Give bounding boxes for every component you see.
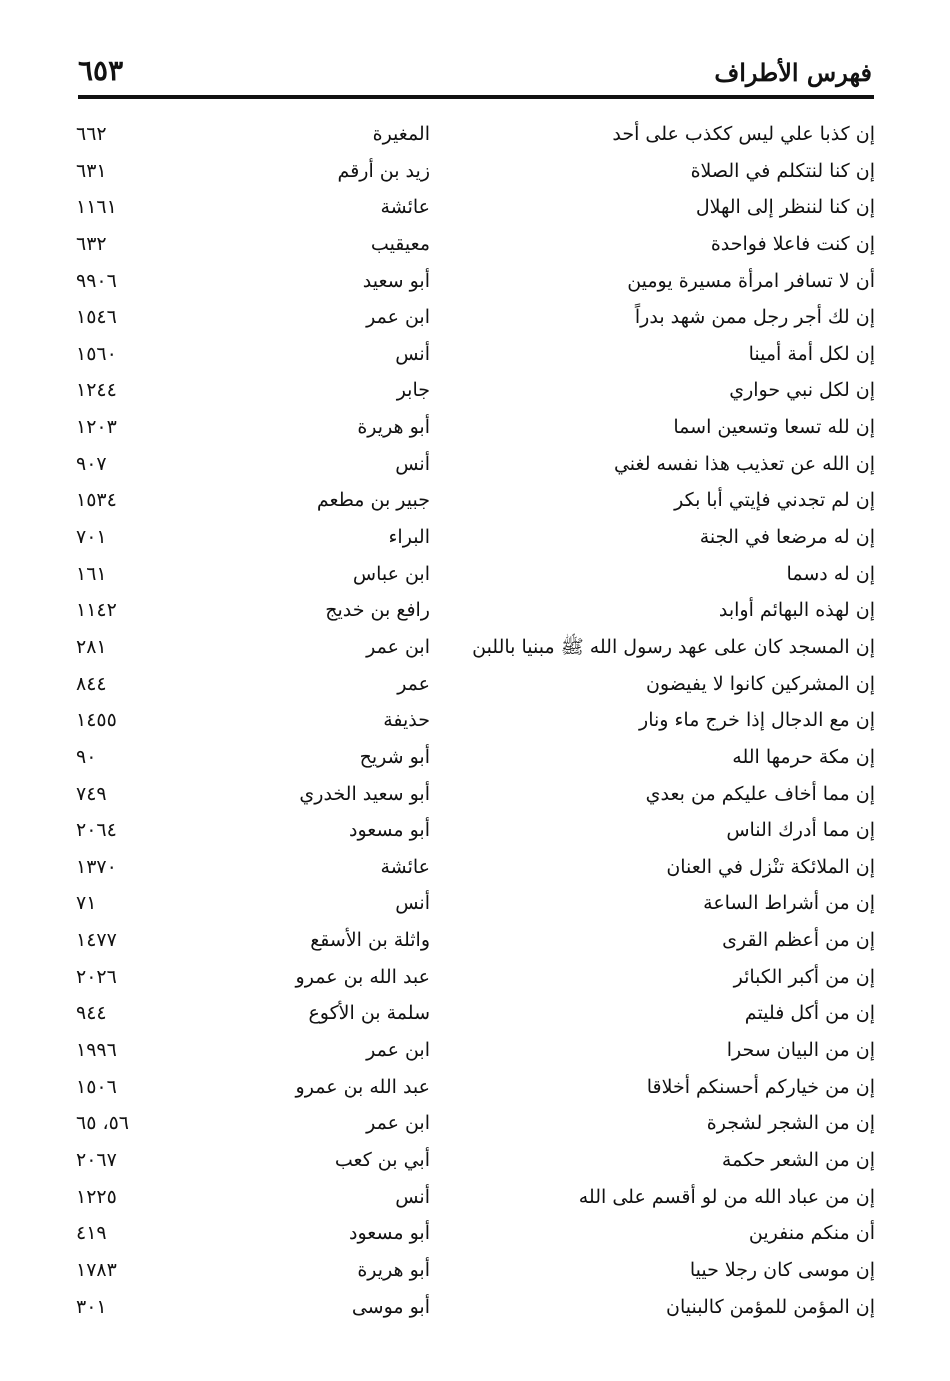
narrator-name: معيقيب xyxy=(370,232,430,255)
index-row xyxy=(0,519,950,556)
hadith-text: إن من الشعر حكمة xyxy=(721,1148,875,1171)
hadith-text: إن لم تجدني فإيتي أبا بكر xyxy=(674,489,875,512)
hadith-text: إن المشركين كانوا لا يفيضون xyxy=(645,672,875,695)
reference-number: ٥٦، ٦٥ xyxy=(76,1112,130,1135)
reference-number: ٨٤٤ xyxy=(76,672,107,695)
index-row xyxy=(0,1032,950,1069)
index-row xyxy=(0,446,950,483)
reference-number: ٢٠٦٤ xyxy=(76,819,117,842)
reference-number: ١٣٧٠ xyxy=(76,855,117,878)
reference-number: ٩٩٠٦ xyxy=(76,269,117,292)
narrator-name: عبد الله بن عمرو xyxy=(295,1075,430,1098)
index-row xyxy=(0,922,950,959)
hadith-text: إن من الشجر لشجرة xyxy=(706,1112,875,1135)
index-row xyxy=(0,629,950,666)
reference-number: ٧٤٩ xyxy=(76,782,107,805)
narrator-name: أبو سعيد الخدري xyxy=(299,782,430,805)
hadith-text: إن من أكبر الكبائر xyxy=(733,965,875,988)
narrator-name: أبو هريرة xyxy=(357,1258,430,1281)
narrator-name: واثلة بن الأسقع xyxy=(310,929,430,952)
narrator-name: ابن عمر xyxy=(366,306,430,329)
narrator-name: ابن عمر xyxy=(366,1039,430,1062)
index-row xyxy=(0,556,950,593)
reference-number: ٧١ xyxy=(76,892,97,915)
hadith-text: إن من أشراط الساعة xyxy=(703,892,875,915)
hadith-text: إن المسجد كان على عهد رسول الله ﷺ مبنيا باللبن xyxy=(472,635,875,658)
index-row xyxy=(0,1289,950,1326)
hadith-text: إن مكة حرمها الله xyxy=(732,745,875,768)
index-row xyxy=(0,226,950,263)
hadith-text: إن من عباد الله من لو أقسم على الله xyxy=(578,1185,875,1208)
reference-number: ٩٠ xyxy=(76,745,97,768)
reference-number: ١٥٤٦ xyxy=(76,306,117,329)
reference-number: ١٧٨٣ xyxy=(76,1258,117,1281)
hadith-text: إن كنا لنتكلم في الصلاة xyxy=(690,159,875,182)
index-row xyxy=(0,739,950,776)
index-row xyxy=(0,409,950,446)
narrator-name: سلمة بن الأكوع xyxy=(308,1002,430,1025)
reference-number: ١٥٣٤ xyxy=(76,489,117,512)
narrator-name: جابر xyxy=(396,379,430,402)
hadith-text: إن الله عن تعذيب هذا نفسه لغني xyxy=(613,452,875,475)
index-row xyxy=(0,1179,950,1216)
narrator-name: عائشة xyxy=(380,196,430,219)
index-row xyxy=(0,885,950,922)
reference-number: ١٢٤٤ xyxy=(76,379,117,402)
reference-number: ١١٦١ xyxy=(76,196,117,219)
page-number: ٦٥٣ xyxy=(78,54,124,87)
narrator-name: أبي بن كعب xyxy=(334,1148,430,1171)
narrator-name: أبو موسى xyxy=(351,1295,430,1318)
narrator-name: المغيرة xyxy=(372,123,430,145)
narrator-name: جبير بن مطعم xyxy=(316,489,430,512)
reference-number: ٦٦٢ xyxy=(76,123,107,145)
index-row xyxy=(0,1142,950,1179)
reference-number: ٢٨١ xyxy=(76,635,107,658)
hadith-text: إن كذبا علي ليس ككذب على أحد xyxy=(612,123,875,145)
reference-number: ٤١٩ xyxy=(76,1222,107,1245)
index-row xyxy=(0,995,950,1032)
hadith-text: إن مع الدجال إذا خرج ماء ونار xyxy=(639,709,875,732)
hadith-text: إن مما أخاف عليكم من بعدي xyxy=(645,782,875,805)
reference-number: ١٢٢٥ xyxy=(76,1185,117,1208)
hadith-text: إن مما أدرك الناس xyxy=(726,819,875,842)
narrator-name: ابن عمر xyxy=(366,1112,430,1135)
index-row xyxy=(0,372,950,409)
narrator-name: ابن عباس xyxy=(352,562,430,585)
reference-number: ٦٣٢ xyxy=(76,232,107,255)
narrator-name: أنس xyxy=(395,892,430,915)
narrator-name: أنس xyxy=(395,342,430,365)
narrator-name: البراء xyxy=(388,526,430,549)
narrator-name: زيد بن أرقم xyxy=(337,159,430,182)
hadith-text: أن لا تسافر امرأة مسيرة يومين xyxy=(627,269,875,292)
narrator-name: أبو سعيد xyxy=(362,269,430,292)
reference-number: ٦٣١ xyxy=(76,159,107,182)
reference-number: ٢٠٦٧ xyxy=(76,1148,117,1171)
narrator-name: عمر xyxy=(397,672,430,695)
index-row xyxy=(0,666,950,703)
hadith-text: إن من البيان سحرا xyxy=(726,1039,875,1062)
index-row xyxy=(0,116,950,153)
hadith-text: إن الملائكة تنْزل في العنان xyxy=(666,855,875,878)
hadith-text: إن له مرضعا في الجنة xyxy=(699,526,875,549)
index-row xyxy=(0,959,950,996)
index-row xyxy=(0,776,950,813)
narrator-name: رافع بن خديج xyxy=(325,599,430,622)
hadith-text: إن له دسما xyxy=(786,562,875,585)
hadith-text: إن المؤمن للمؤمن كالبنيان xyxy=(666,1295,875,1318)
hadith-text: إن كنا لننظر إلى الهلال xyxy=(695,196,875,219)
index-row xyxy=(0,702,950,739)
index-row xyxy=(0,482,950,519)
reference-number: ١٦١ xyxy=(76,562,107,585)
index-row xyxy=(0,1252,950,1289)
hadith-text: إن لك أجر رجل ممن شهد بدراً xyxy=(634,306,875,329)
index-row xyxy=(0,1215,950,1252)
reference-number: ١٥٦٠ xyxy=(76,342,117,365)
narrator-name: أبو هريرة xyxy=(357,416,430,439)
index-row xyxy=(0,263,950,300)
reference-number: ١٥٠٦ xyxy=(76,1075,117,1098)
narrator-name: حذيفة xyxy=(383,709,430,732)
narrator-name: عائشة xyxy=(380,855,430,878)
reference-number: ١٤٥٥ xyxy=(76,709,117,732)
narrator-name: أبو مسعود xyxy=(349,1222,430,1245)
index-row xyxy=(0,1105,950,1142)
index-row xyxy=(0,1069,950,1106)
narrator-name: ابن عمر xyxy=(366,635,430,658)
narrator-name: أبو مسعود xyxy=(349,819,430,842)
index-row xyxy=(0,812,950,849)
header-rule xyxy=(78,95,874,99)
narrator-name: أبو شريح xyxy=(359,745,430,768)
index-list xyxy=(0,116,950,1325)
hadith-text: إن لهذه البهائم أوابد xyxy=(718,599,875,622)
reference-number: ٧٠١ xyxy=(76,526,107,549)
reference-number: ١١٤٢ xyxy=(76,599,117,622)
narrator-name: عبد الله بن عمرو xyxy=(295,965,430,988)
hadith-text: إن لله تسعا وتسعين اسما xyxy=(673,416,875,439)
hadith-text: إن لكل نبي حواري xyxy=(729,379,875,402)
index-row xyxy=(0,189,950,226)
reference-number: ١٢٠٣ xyxy=(76,416,117,439)
hadith-text: إن من أعظم القرى xyxy=(722,929,875,952)
hadith-text: إن لكل أمة أمينا xyxy=(748,342,875,365)
index-row xyxy=(0,592,950,629)
hadith-text: أن منكم منفرين xyxy=(748,1222,875,1245)
index-row xyxy=(0,153,950,190)
reference-number: ١٤٧٧ xyxy=(76,929,117,952)
hadith-text: إن كنت فاعلا فواحدة xyxy=(710,232,875,255)
reference-number: ٣٠١ xyxy=(76,1295,107,1318)
narrator-name: أنس xyxy=(395,1185,430,1208)
hadith-text: إن من أكل فليتم xyxy=(744,1002,875,1025)
narrator-name: أنس xyxy=(395,452,430,475)
hadith-text: إن من خياركم أحسنكم أخلاقا xyxy=(646,1075,875,1098)
reference-number: ٩٠٧ xyxy=(76,452,107,475)
index-row xyxy=(0,336,950,373)
index-row xyxy=(0,299,950,336)
reference-number: ٩٤٤ xyxy=(76,1002,107,1025)
reference-number: ٢٠٢٦ xyxy=(76,965,117,988)
index-row xyxy=(0,849,950,886)
reference-number: ١٩٩٦ xyxy=(76,1039,117,1062)
page-title: فهرس الأطراف xyxy=(714,58,872,87)
hadith-text: إن موسى كان رجلا حييا xyxy=(689,1258,875,1281)
